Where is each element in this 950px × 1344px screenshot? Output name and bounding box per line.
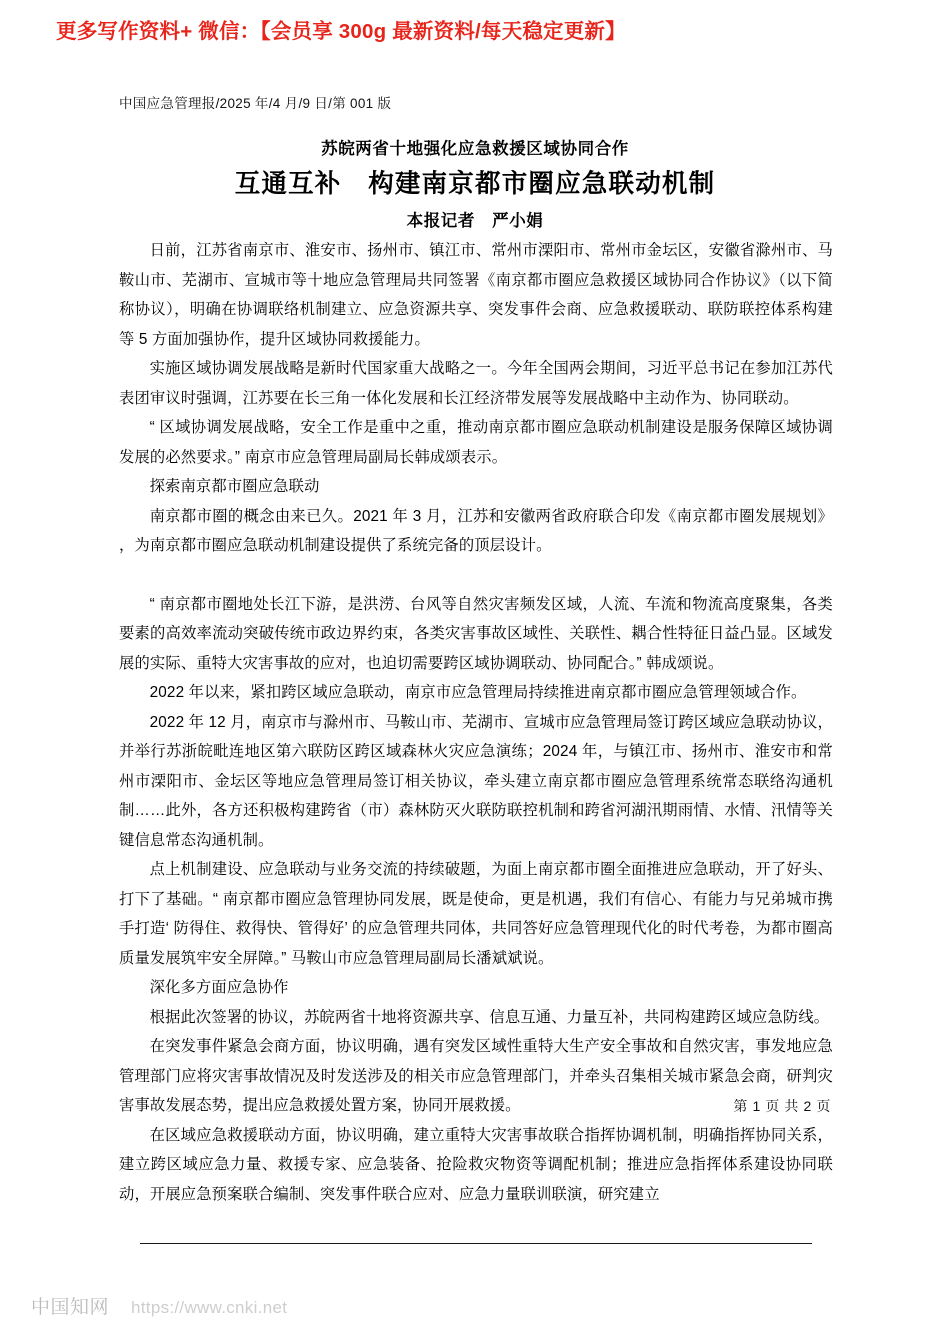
promo-banner-text: 更多写作资料+ 微信：【会员享 300g 最新资料/每天稳定更新】 — [56, 20, 626, 43]
paragraph: “ 区域协调发展战略，安全工作是重中之重，推动南京都市圈应急联动机制建设是服务保障区域协调发展的必然要求。” 南京市应急管理局副局长韩成颂表示。 — [119, 419, 833, 466]
publication-source-line: 中国应急管理报/2025 年/4 月/9 日/第 001 版 — [119, 96, 392, 111]
section-subheading: 深化多方面应急协作 — [149, 979, 289, 996]
shoulder-title: 苏皖两省十地强化应急救援区域协同合作 — [321, 140, 629, 158]
cnki-url-label: https://www.cnki.net — [131, 1298, 288, 1317]
section-subheading: 探索南京都市圈应急联动 — [149, 478, 320, 495]
title-block — [119, 137, 831, 231]
article-body — [119, 236, 833, 1209]
byline: 本报记者 严小娟 — [406, 211, 544, 230]
paragraph: 在突发事件紧急会商方面，协议明确，遇有突发区域性重特大生产安全事故和自然灾害，事发地应急管理部门应将灾害事故情况及时发送涉及的相关市应急管理部门，并牵头召集相关城市紧急会商，研判灾害事故发展态势，提出应急救援处置方案，协同开展救援。 — [119, 1038, 833, 1114]
paragraph: 点上机制建设、应急联动与业务交流的持续破题，为面上南京都市圈全面推进应急联动，开了好头、打下了基础。“ 南京都市圈应急管理协同发展，既是使命，更是机遇，我们有信心、有能力与兄弟城市携手打造‘ 防得住、救得快、管得好’ 的应急管理共同体，共同答好应急管理现代化的时代考卷，为都市圈高质量发展筑牢安全屏障。” 马鞍山市应急管理局副局长潘斌斌说。 — [119, 861, 833, 967]
paragraph: “ 南京都市圈地处长江下游，是洪涝、台风等自然灾害频发区域，人流、车流和物流高度聚集，各类要素的高效率流动突破传统市政边界约束，各类灾害事故区域性、关联性、耦合性特征日益凸显。区域发展的实际、重特大灾害事故的应对，也迫切需要跨区域协调联动、协同配合。” 韩成颂说。 — [119, 595, 833, 672]
paragraph: 在区域应急救援联动方面，协议明确，建立重特大灾害事故联合指挥协调机制，明确指挥协同关系，建立跨区域应急力量、救援专家、应急装备、抢险救灾物资等调配机制；推进应急指挥体系建设协同联动，开展应急预案联合编制、突发事件联合应对、应急力量联训联演，研究建立 — [119, 1126, 833, 1203]
cnki-watermark — [31, 1292, 287, 1319]
page-title: 互通互补 构建南京都市圈应急联动机制 — [234, 169, 716, 198]
page-number: 第 1 页 共 2 页 — [733, 1098, 831, 1114]
paragraph: 根据此次签署的协议，苏皖两省十地将资源共享、信息互通、力量互补，共同构建跨区域应急防线。 — [149, 1008, 830, 1026]
footer-divider — [140, 1243, 812, 1244]
cnki-brand-label: 中国知网 — [31, 1297, 110, 1318]
paragraph: 2022 年以来，紧扣跨区域应急联动，南京市应急管理局持续推进南京都市圈应急管理领域合作。 — [149, 684, 807, 701]
paragraph: 南京都市圈的概念由来已久。2021 年 3 月，江苏和安徽两省政府联合印发《南京都市圈发展规划》 ，为南京都市圈应急联动机制建设提供了系统完备的顶层设计。 — [119, 507, 833, 554]
paragraph: 日前，江苏省南京市、淮安市、扬州市、镇江市、常州市溧阳市、常州市金坛区，安徽省滁州市、马鞍山市、芜湖市、宣城市等十地应急管理局共同签署《南京都市圈应急救援区域协同合作协议》（以下简称协议），明确在协调联络机制建立、应急资源共享、突发事件会商、应急救援联动、联防联控体系构建等 5 方面加强协作，提升区域协同救援能力。 — [119, 242, 833, 348]
paragraph: 2022 年 12 月，南京市与滁州市、马鞍山市、芜湖市、宣城市应急管理局签订跨区域应急联动协议，并举行苏浙皖毗连地区第六联防区跨区域森林火灾应急演练；2024 年，与镇江市、扬州市、淮安市和常州市溧阳市、金坛区等地应急管理局签订相关协议，牵头建立南京都市圈应急管理系统常态联络沟通机制……此外，各方还积极构建跨省（市）森林防灭火联防联控机制和跨省河湖汛期雨情、水情、汛情等关键信息常态沟通机制。 — [119, 713, 833, 849]
paragraph: 实施区域协调发展战略是新时代国家重大战略之一。今年全国两会期间，习近平总书记在参加江苏代表团审议时强调，江苏要在长三角一体化发展和长江经济带发展等发展战略中主动作为、协同联动。 — [119, 360, 833, 407]
